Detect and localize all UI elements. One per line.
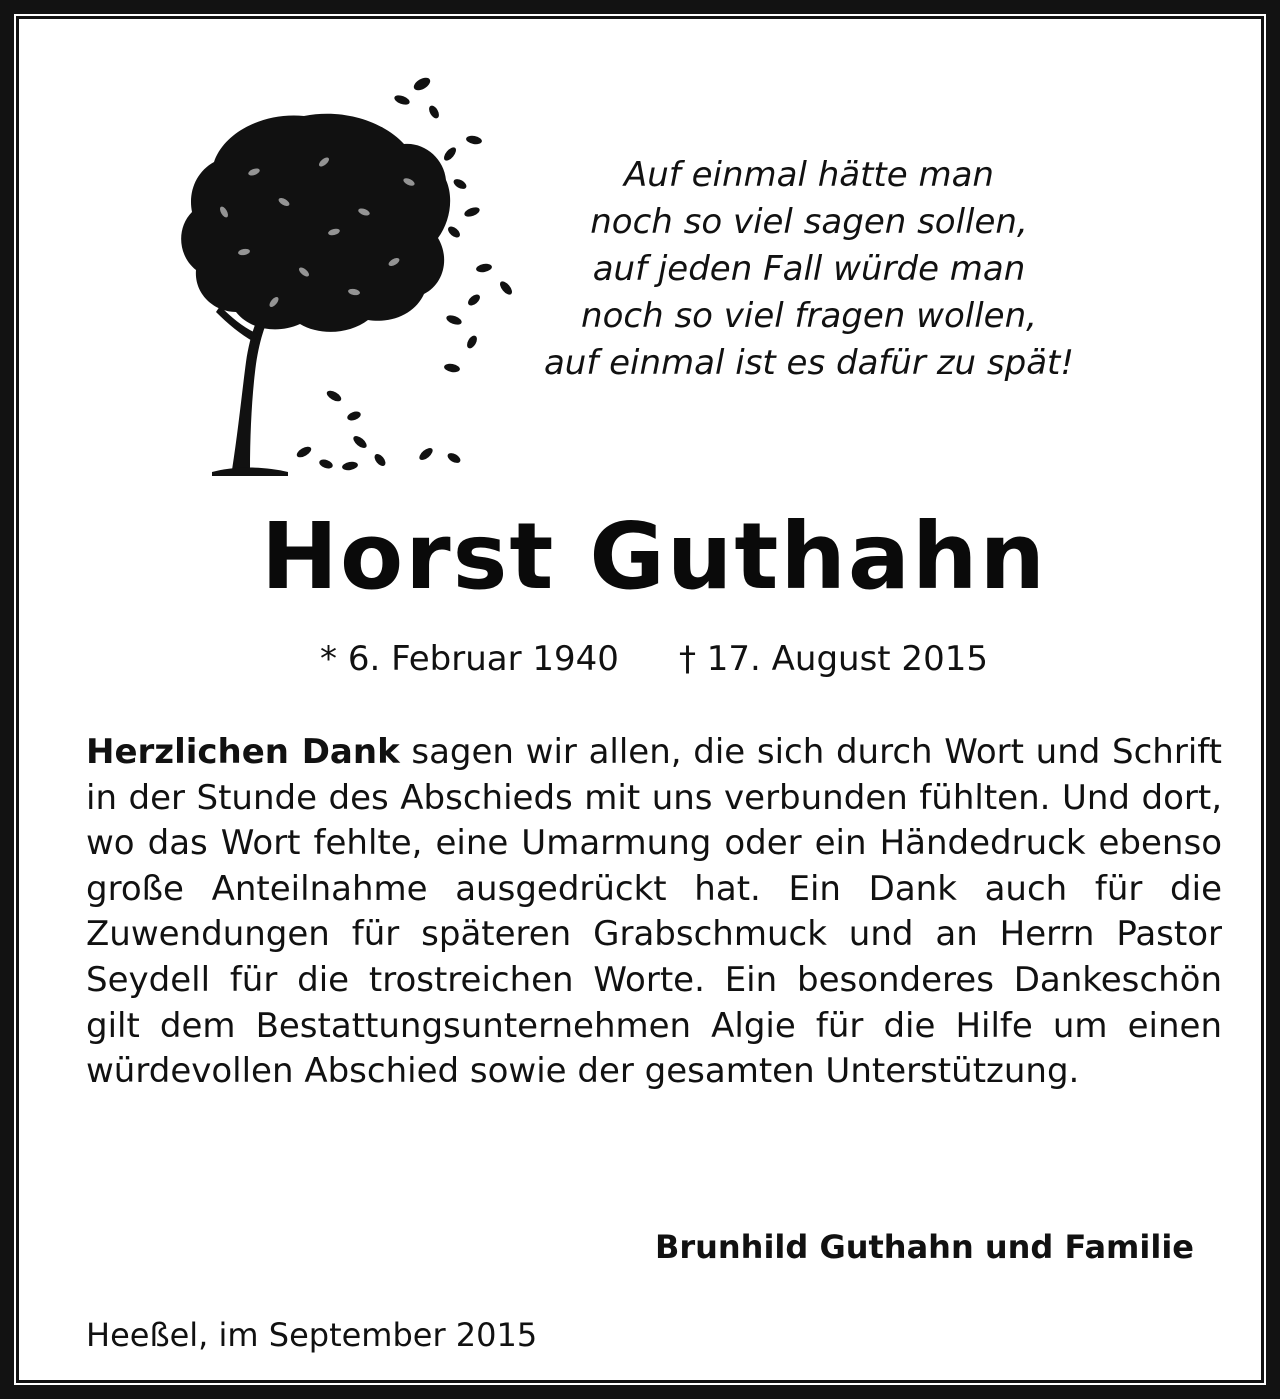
poem-verse — [514, 152, 1104, 387]
poem-line: auf einmal ist es dafür zu spät! — [543, 343, 1075, 383]
poem-line: noch so viel fragen wollen, — [581, 296, 1037, 336]
place-and-date: Heeßel, im September 2015 — [86, 1316, 538, 1354]
wind-blown-tree-icon — [154, 72, 524, 482]
poem-line: Auf einmal hätte man — [624, 155, 994, 195]
death-date: † 17. August 2015 — [678, 639, 988, 679]
poem-line: auf jeden Fall würde man — [592, 249, 1026, 289]
deceased-name: Horst Guthahn — [261, 503, 1047, 610]
thank-you-message — [86, 730, 1222, 1095]
message-lead: Herzlichen Dank — [86, 732, 400, 772]
life-dates — [14, 634, 1280, 684]
message-text: sagen wir allen, die sich durch Wort und Schrift in der Stunde des Abschieds mit uns verbunden fühlten. Und dort, wo das Wort fehlte, eine Umarmung oder ein Händedruck ebenso große Anteilnahme ausgedrückt hat. Ein Dank auch für die Zuwendungen für späteren Grabschmuck und an Herrn Pastor Seydell für die trostreichen Worte. Ein besonderes Dankeschön gilt dem Bestattungsunternehmen Algie für die Hilfe um einen würdevollen Abschied sowie der gesamten Unterstützung. — [86, 732, 1222, 1092]
poem-line: noch so viel sagen sollen, — [590, 202, 1028, 242]
signature: Brunhild Guthahn und Familie — [654, 1228, 1194, 1266]
birth-date: * 6. Februar 1940 — [320, 639, 619, 679]
